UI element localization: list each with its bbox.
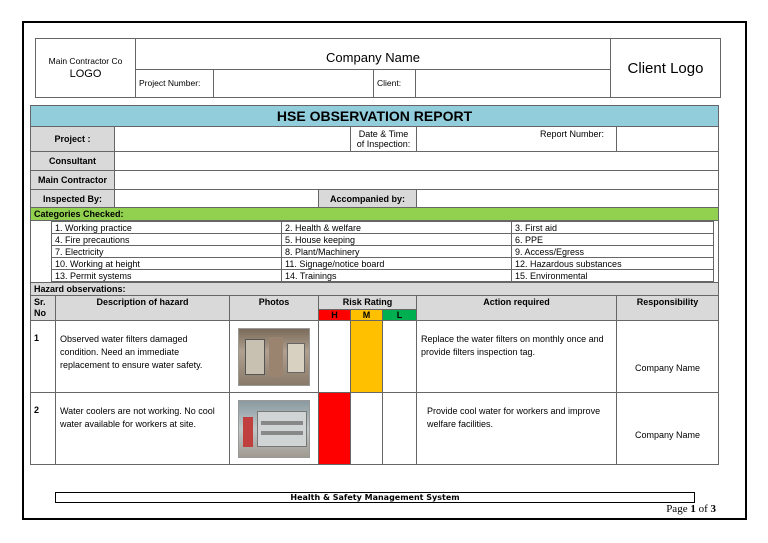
col-responsibility: Responsibility xyxy=(617,296,719,321)
document-header xyxy=(35,38,721,98)
col-photos: Photos xyxy=(230,296,319,321)
observation-report-table xyxy=(30,105,719,465)
category-item: 3. First aid xyxy=(512,222,714,234)
page-total: 3 xyxy=(710,503,716,515)
hazard-responsibility: Company Name xyxy=(617,393,719,465)
col-sr-no: Sr. No xyxy=(31,296,56,321)
page-prefix: Page xyxy=(666,503,691,515)
category-item: 11. Signage/notice board xyxy=(282,258,512,270)
water-filter-photo xyxy=(238,328,310,386)
risk-l-cell[interactable] xyxy=(383,321,417,393)
hazard-photo-cell xyxy=(230,321,319,393)
client-logo: Client Logo xyxy=(611,39,721,98)
page-of: of xyxy=(695,503,711,515)
category-item: 4. Fire precautions xyxy=(52,234,282,246)
accompanied-by-label: Accompanied by: xyxy=(319,190,417,208)
consultant-label: Consultant xyxy=(31,152,115,171)
hazard-no: 1 xyxy=(31,321,56,393)
water-cooler-photo xyxy=(238,400,310,458)
hazard-row xyxy=(31,321,719,393)
report-number-label: Report Number: xyxy=(539,129,605,139)
risk-m-header: M xyxy=(351,309,383,320)
inspected-by-label: Inspected By: xyxy=(31,190,115,208)
risk-m-cell[interactable] xyxy=(351,321,383,393)
accompanied-by-value[interactable] xyxy=(417,190,719,208)
company-name: Company Name xyxy=(136,39,611,70)
category-item: 8. Plant/Machinery xyxy=(282,246,512,258)
category-item: 9. Access/Egress xyxy=(512,246,714,258)
category-item: 14. Trainings xyxy=(282,270,512,282)
project-label: Project : xyxy=(31,127,115,152)
client-label: Client: xyxy=(374,69,416,97)
client-value[interactable] xyxy=(416,69,611,97)
footer-system-name: Health & Safety Management System xyxy=(55,492,695,503)
hazard-responsibility: Company Name xyxy=(617,321,719,393)
contractor-name: Main Contractor Co xyxy=(48,56,123,66)
risk-h-cell[interactable] xyxy=(319,393,351,465)
project-value[interactable] xyxy=(115,127,351,152)
categories-title: Categories Checked: xyxy=(31,208,719,221)
category-item: 1. Working practice xyxy=(52,222,282,234)
inspected-by-value[interactable] xyxy=(115,190,319,208)
category-item: 2. Health & welfare xyxy=(282,222,512,234)
contractor-logo-cell xyxy=(36,39,136,98)
hazard-row xyxy=(31,393,719,465)
risk-h-header: H xyxy=(319,309,351,320)
project-number-value[interactable] xyxy=(214,69,374,97)
categories-grid xyxy=(51,221,714,282)
hazard-description: Water coolers are not working. No cool water available for workers at site. xyxy=(56,393,230,465)
risk-l-header: L xyxy=(383,309,417,320)
col-action: Action required xyxy=(417,296,617,321)
main-contractor-label: Main Contractor xyxy=(31,171,115,190)
category-item: 12. Hazardous substances xyxy=(512,258,714,270)
risk-l-cell[interactable] xyxy=(383,393,417,465)
hazard-action: Replace the water filters on monthly once and provide filters inspection tag. xyxy=(417,321,617,393)
category-item: 13. Permit systems xyxy=(52,270,282,282)
date-time-value[interactable] xyxy=(417,127,617,152)
category-item: 5. House keeping xyxy=(282,234,512,246)
risk-m-cell[interactable] xyxy=(351,393,383,465)
consultant-value[interactable] xyxy=(115,152,719,171)
categories-list xyxy=(31,221,719,283)
hazard-photo-cell xyxy=(230,393,319,465)
project-number-label: Project Number: xyxy=(136,69,214,97)
report-title: HSE OBSERVATION REPORT xyxy=(31,106,719,127)
page-current: 1 xyxy=(690,503,696,515)
hazard-description: Observed water filters damaged condition. Need an immediate replacement to ensure water safety. xyxy=(56,321,230,393)
date-time-label: Date & Time of Inspection: xyxy=(351,127,417,152)
col-risk-rating: Risk Rating xyxy=(319,296,417,310)
contractor-logo: LOGO xyxy=(69,68,102,80)
category-item: 15. Environmental xyxy=(515,270,588,281)
page-number xyxy=(666,503,716,515)
hazard-action: Provide cool water for workers and improve welfare facilities. xyxy=(417,393,617,465)
hazard-observations-title: Hazard observations: xyxy=(31,283,719,296)
risk-h-cell[interactable] xyxy=(319,321,351,393)
category-item: 10. Working at height xyxy=(52,258,282,270)
main-contractor-value[interactable] xyxy=(115,171,719,190)
col-description: Description of hazard xyxy=(56,296,230,321)
category-item: 7. Electricity xyxy=(52,246,282,258)
category-item: 6. PPE xyxy=(512,234,714,246)
report-number-value[interactable] xyxy=(617,127,719,152)
hazard-no: 2 xyxy=(31,393,56,465)
